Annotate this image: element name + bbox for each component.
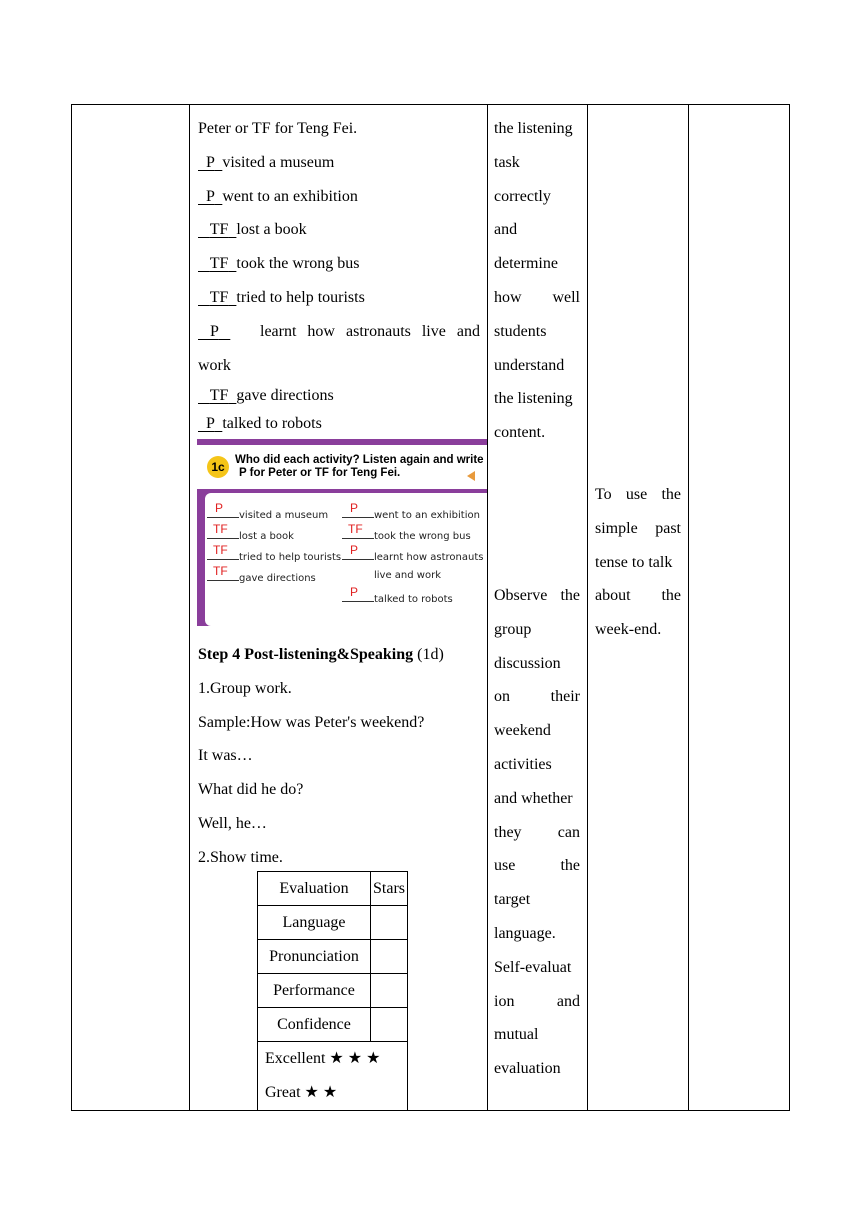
assessment-line: target — [494, 891, 531, 909]
eval-header: Stars — [371, 872, 408, 906]
col-border-4 — [587, 104, 588, 1111]
purpose-line: To use the — [595, 486, 681, 503]
assessment-line: on their — [494, 688, 580, 706]
answer-row: P went to an exhibition — [198, 180, 480, 214]
step4-heading: Step 4 Post-listening&Speaking (1d) — [198, 646, 444, 663]
slide-header — [197, 439, 487, 489]
step4-line: It was… — [198, 747, 253, 765]
assessment-line: language. — [494, 924, 556, 942]
slide-title: Who did each activity? Listen again and write P for Peter or TF for Teng Fei. — [235, 454, 484, 479]
assessment-line: mutual — [494, 1026, 539, 1044]
assessment-line: and — [494, 221, 518, 239]
purpose-line: about the — [595, 587, 681, 605]
step4-line: What did he do? — [198, 781, 304, 799]
speaker-icon — [467, 471, 475, 481]
lesson-content-column — [198, 112, 480, 438]
eval-star-cell — [371, 940, 408, 974]
assessment-line: the listening — [494, 120, 573, 137]
assessment-line: Observe the — [494, 587, 580, 604]
purpose-line: tense to talk — [595, 553, 673, 571]
assessment-line: and whether — [494, 789, 573, 807]
assessment-line: task — [494, 153, 520, 171]
slide-item: P went to an exhibition — [342, 507, 480, 521]
exercise-1c-image — [197, 439, 487, 626]
answer-row: P visited a museum — [198, 146, 480, 180]
assessment-line: group — [494, 620, 532, 638]
purpose-column — [595, 478, 681, 647]
assessment-line: students — [494, 322, 547, 340]
eval-header: Evaluation — [258, 872, 371, 906]
col-border-6 — [789, 104, 790, 1111]
eval-row-label: Performance — [258, 974, 371, 1008]
eval-star-cell — [371, 974, 408, 1008]
eval-star-cell — [371, 906, 408, 940]
slide-body — [205, 493, 487, 626]
table-bottom-border — [71, 1110, 790, 1111]
answer-continuation: work — [198, 356, 231, 374]
slide-item: TF took the wrong bus — [342, 528, 471, 542]
evaluation-table — [257, 871, 408, 1111]
step4-line: Well, he… — [198, 814, 267, 832]
eval-star-cell — [371, 1008, 408, 1042]
slide-item: P talked to robots — [342, 591, 453, 605]
answer-blank: TF — [209, 288, 229, 306]
answer-blank: TF — [209, 221, 229, 239]
col-border-2 — [189, 104, 190, 1111]
answer-blank: P — [206, 415, 215, 433]
eval-row-label: Confidence — [258, 1008, 371, 1042]
assessment-line: the listening — [494, 390, 573, 408]
table-top-border — [71, 104, 790, 105]
assessment-line: determine — [494, 255, 558, 273]
assessment-line: ion and — [494, 992, 580, 1010]
step4-line: Sample:How was Peter's weekend? — [198, 713, 425, 731]
slide-item: live and work — [374, 570, 441, 581]
eval-row-label: Pronunciation — [258, 940, 371, 974]
exercise-badge: 1c — [207, 456, 229, 478]
purpose-line: simple past — [595, 519, 681, 537]
col-border-1 — [71, 104, 72, 1111]
slide-item: P visited a museum — [207, 507, 328, 521]
slide-item: TF gave directions — [207, 570, 316, 584]
assessment-line: evaluation — [494, 1060, 561, 1078]
assessment-line: they can — [494, 823, 580, 841]
assessment-column — [494, 112, 580, 450]
col-border-3 — [487, 104, 488, 1111]
step4-section — [198, 638, 480, 875]
answer-blank: TF — [209, 255, 229, 273]
step4-line: 1.Group work. — [198, 679, 292, 697]
slide-item: P learnt how astronauts — [342, 549, 483, 563]
col-border-5 — [688, 104, 689, 1111]
answer-row: TF gave directions — [198, 382, 480, 410]
answer-row: TF took the wrong bus — [198, 247, 480, 281]
assessment-line: how well — [494, 288, 580, 306]
answer-row: P learnt how astronauts live and — [198, 315, 480, 349]
slide-item: TF lost a book — [207, 528, 294, 542]
assessment-line: activities — [494, 755, 552, 773]
assessment-line: correctly — [494, 187, 551, 205]
assessment-line: Self-evaluat — [494, 958, 572, 976]
assessment-line: content. — [494, 424, 546, 442]
answer-blank: TF — [209, 387, 229, 405]
assessment-line: weekend — [494, 722, 551, 740]
assessment-line: use the — [494, 857, 580, 875]
purpose-line: week-end. — [595, 621, 662, 639]
answer-blank: P — [206, 153, 215, 171]
answer-blank: P — [210, 322, 219, 340]
eval-row-label: Language — [258, 906, 371, 940]
assessment-line: discussion — [494, 654, 561, 672]
assessment-column-bottom — [494, 579, 580, 1086]
intro-line: Peter or TF for Teng Fei. — [198, 120, 358, 137]
answer-blank: P — [206, 187, 215, 205]
answer-row: TF tried to help tourists — [198, 281, 480, 315]
answer-row: TF lost a book — [198, 213, 480, 247]
slide-item: TF tried to help tourists — [207, 549, 341, 563]
assessment-line: understand — [494, 356, 565, 374]
answer-row: P talked to robots — [198, 410, 480, 438]
step4-line: 2.Show time. — [198, 848, 283, 866]
eval-legend: Excellent ★ ★ ★ Great ★ ★ — [258, 1042, 408, 1111]
